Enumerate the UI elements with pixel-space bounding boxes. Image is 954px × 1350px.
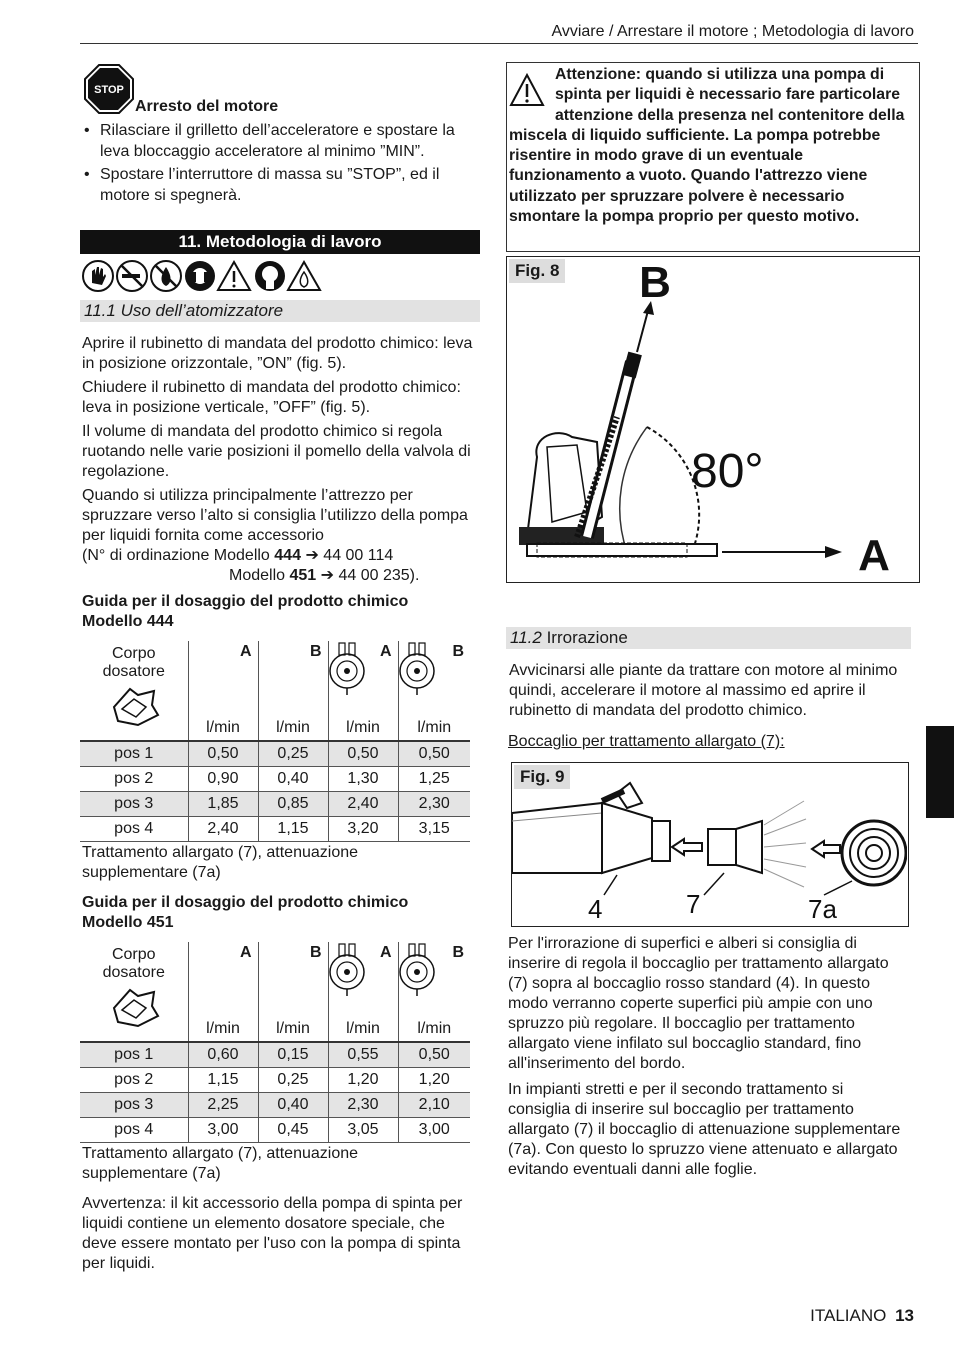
ear-protection-icon [185,261,215,291]
corner-label: dosatore [102,964,165,981]
table-cell: 1,15 [188,1067,258,1092]
table-cell: 2,40 [328,791,398,816]
figure-9 [511,762,909,927]
column-unit: l/min [206,1020,240,1037]
pump-icon [397,639,437,697]
table-cell: 0,50 [398,741,470,766]
table-cell: 0,85 [258,791,328,816]
stop-bullet-2: • Spostare l’interruttore di massa su ”STOP”, ed il motore si spegnerà. [80,164,480,206]
fig8-b-label: B [639,258,671,307]
table-cell: 3,20 [328,816,398,841]
pump-icon [327,639,367,697]
pump-icon [397,940,437,998]
table-cell: 1,85 [188,791,258,816]
column-unit: l/min [417,719,452,736]
header-title: Avviare / Arrestare il motore ; Metodologia di lavoro [551,23,914,40]
column-letter: A [379,944,392,961]
subsection-11-1-title: Uso dell’atomizzatore [120,301,284,320]
row-position: pos 1 [80,741,188,766]
table-row [80,791,470,816]
section-11-title: 11. Metodologia di lavoro [80,230,480,254]
table-cell: 1,20 [328,1067,398,1092]
table-cell: 3,00 [398,1117,470,1142]
column-unit: l/min [276,719,310,736]
language-tab [926,726,954,818]
corner-cell [80,942,188,1042]
warning-text: Attenzione: quando si utilizza una pompa di spinta per liquidi è necessario fare particolare attenzione della presenza nel contenitore della miscela di liquido sufficiente. La pompa potrebbe risentire in modo grave di un eventuale funzionamento a vuoto. Quando l'attrezzo viene utilizzato per spruzzare polvere è necessario smontare la pompa proprio per questo motivo. [509,66,905,226]
table-444-title: Guida per il dosaggio del prodotto chimico Modello 444 [82,593,409,630]
column-unit: l/min [346,1020,380,1037]
footer-language: ITALIANO [810,1306,887,1325]
order-line-1: (N° di ordinazione Modello 444 ➔ 44 00 114 [82,547,394,564]
table-cell: 2,30 [328,1092,398,1117]
irrorazione-paragraph-1: Per l'irrorazione di superfici e alberi si consiglia di inserire di regola il boccaglio per trattamento allargato (7) sopra al boccaglio rosso standard (4). In questo modo verranno coperte superfici più ampie con uno spruzzo più regolare. Il boccaglio per trattamento allargato viene infilato sul boccaglio standard, fino all'inserimento del bordo. [508,935,889,1072]
boccaglio-title: Boccaglio per trattamento allargato (7): [508,733,785,750]
uso-paragraphs [82,334,482,586]
table-cell: 0,55 [328,1042,398,1067]
corner-cell [80,641,188,741]
dosing-body-icon [108,685,160,729]
table-cell: 0,25 [258,741,328,766]
column-letter: B [452,944,464,961]
table-cell: 0,15 [258,1042,328,1067]
column-header [188,641,258,741]
order-line-2: Modello 451 ➔ 44 00 235). [229,567,420,584]
irrorazione-paragraph-2: In impianti stretti e per il secondo trattamento si consiglia di inserire sul boccaglio per trattamento allargato (7) il boccaglio di attenuazione supplementare (7a). Con questo lo spruzzo viene attenuato e allargato evitando eventuali danni alle foglie. [508,1081,901,1178]
table-444-note: Trattamento allargato (7), attenuazione supplementare (7a) [82,844,359,881]
table-cell: 0,40 [258,766,328,791]
column-letter: A [239,944,252,961]
column-unit: l/min [417,1020,452,1037]
table-cell: 0,45 [258,1117,328,1142]
page-number: 13 [895,1306,914,1325]
paragraph-1: Aprire il rubinetto di mandata del prodotto chimico: leva in posizione orizzontale, ”ON” (fig. 5). [82,335,473,372]
arrow-icon: ➔ [305,547,319,564]
stop-title: Arresto del motore [135,98,279,115]
subsection-11-2 [506,627,911,649]
arrow-icon: ➔ [320,567,335,584]
table-cell: 1,15 [258,816,328,841]
row-position: pos 1 [80,1042,188,1067]
stop-bullet-1: • Rilasciare il grilletto dell’acceleratore e spostare la leva bloccaggio acceleratore al minimo ”MIN”. [80,120,480,162]
paragraph-2: Chiudere il rubinetto di mandata del prodotto chimico: leva in posizione verticale, ”OFF” (fig. 5). [82,379,461,416]
table-cell: 0,25 [258,1067,328,1092]
flammable-icon [288,262,320,290]
stop-sign-icon [84,64,134,114]
row-position: pos 3 [80,1092,188,1117]
table-cell: 3,15 [398,816,470,841]
no-fire-icon [151,261,181,291]
table-cell: 1,30 [328,766,398,791]
column-unit: l/min [346,719,380,736]
fig8-label: Fig. 8 [509,259,565,283]
column-header [188,942,258,1042]
dosage-table-451 [80,942,470,1143]
table-cell: 0,50 [328,741,398,766]
table-cell: 2,10 [398,1092,470,1117]
column-letter: B [309,643,322,660]
table-cell: 0,50 [398,1042,470,1067]
subsection-11-2-num: 11.2 [510,628,542,647]
column-header [398,641,470,741]
column-letter: A [379,643,392,660]
corner-label: Corpo [111,946,156,963]
paragraph-3: Il volume di mandata del prodotto chimico si regola ruotando nelle varie posizioni il pomello della valvola di regolazione. [82,423,471,480]
row-position: pos 2 [80,766,188,791]
warning-box [506,62,920,252]
table-row [80,1067,470,1092]
table-cell: 0,60 [188,1042,258,1067]
page-header [80,20,918,44]
table-451-title: Guida per il dosaggio del prodotto chimico Modello 451 [82,894,409,931]
irrorazione-paragraph: Avvicinarsi alle piante da trattare con motore al minimo quindi, accelerare il motore al massimo ed aprire il rubinetto di mandata del prodotto chimico. [509,662,898,719]
warning-triangle-icon [218,262,250,290]
table-cell: 0,40 [258,1092,328,1117]
gloves-icon [83,261,113,291]
row-position: pos 4 [80,816,188,841]
column-letter: B [309,944,322,961]
table-row [80,1042,470,1067]
svg-text:STOP: STOP [94,84,124,96]
stop-bullets [80,120,480,208]
table-cell: 1,20 [398,1067,470,1092]
column-header [328,641,398,741]
table-cell: 3,05 [328,1117,398,1142]
table-cell: 0,50 [188,741,258,766]
fig9-label-7a: 7a [808,894,837,924]
table-cell: 3,00 [188,1117,258,1142]
fig9-label: Fig. 9 [514,765,570,789]
avvertenza-paragraph: Avvertenza: il kit accessorio della pompa di spinta per liquidi contiene un elemento dosatore speciale, che deve essere montato per l'uso con la pompa di spinta per liquidi. [82,1195,463,1272]
row-position: pos 2 [80,1067,188,1092]
table-row [80,741,470,766]
subsection-11-1-num: 11.1 [84,301,116,320]
fig8-angle: 80° [691,445,764,498]
column-letter: B [452,643,464,660]
dosage-table-444 [80,641,470,842]
column-unit: l/min [276,1020,310,1037]
respirator-icon [255,261,285,291]
subsection-11-2-title: Irrorazione [546,628,628,647]
table-cell: 0,90 [188,766,258,791]
column-unit: l/min [206,719,240,736]
fig9-label-7: 7 [686,889,701,919]
table-row [80,816,470,841]
page-footer [810,1306,914,1326]
table-cell: 2,25 [188,1092,258,1117]
table-cell: 2,40 [188,816,258,841]
table-cell: 2,30 [398,791,470,816]
column-letter: A [239,643,252,660]
paragraph-4: Quando si utilizza principalmente l’attrezzo per spruzzare verso l’alto si consiglia l’utilizzo della pompa per liquidi fornita come accessorio [82,487,468,544]
no-smoking-icon [117,261,147,291]
table-row [80,1092,470,1117]
safety-icons-row [82,259,342,293]
row-position: pos 3 [80,791,188,816]
column-header [328,942,398,1042]
column-header [398,942,470,1042]
fig9-label-4: 4 [588,894,603,924]
table-row [80,1117,470,1142]
table-row [80,766,470,791]
column-header [258,942,328,1042]
fig8-a-label: A [858,531,890,580]
pump-icon [327,940,367,998]
row-position: pos 4 [80,1117,188,1142]
column-header [258,641,328,741]
dosing-body-icon [108,986,160,1030]
table-451-note: Trattamento allargato (7), attenuazione supplementare (7a) [82,1145,359,1182]
subsection-11-1 [80,300,480,322]
table-cell: 1,25 [398,766,470,791]
figure-8 [506,256,920,583]
corner-label: Corpo [111,645,156,662]
corner-label: dosatore [102,663,165,680]
